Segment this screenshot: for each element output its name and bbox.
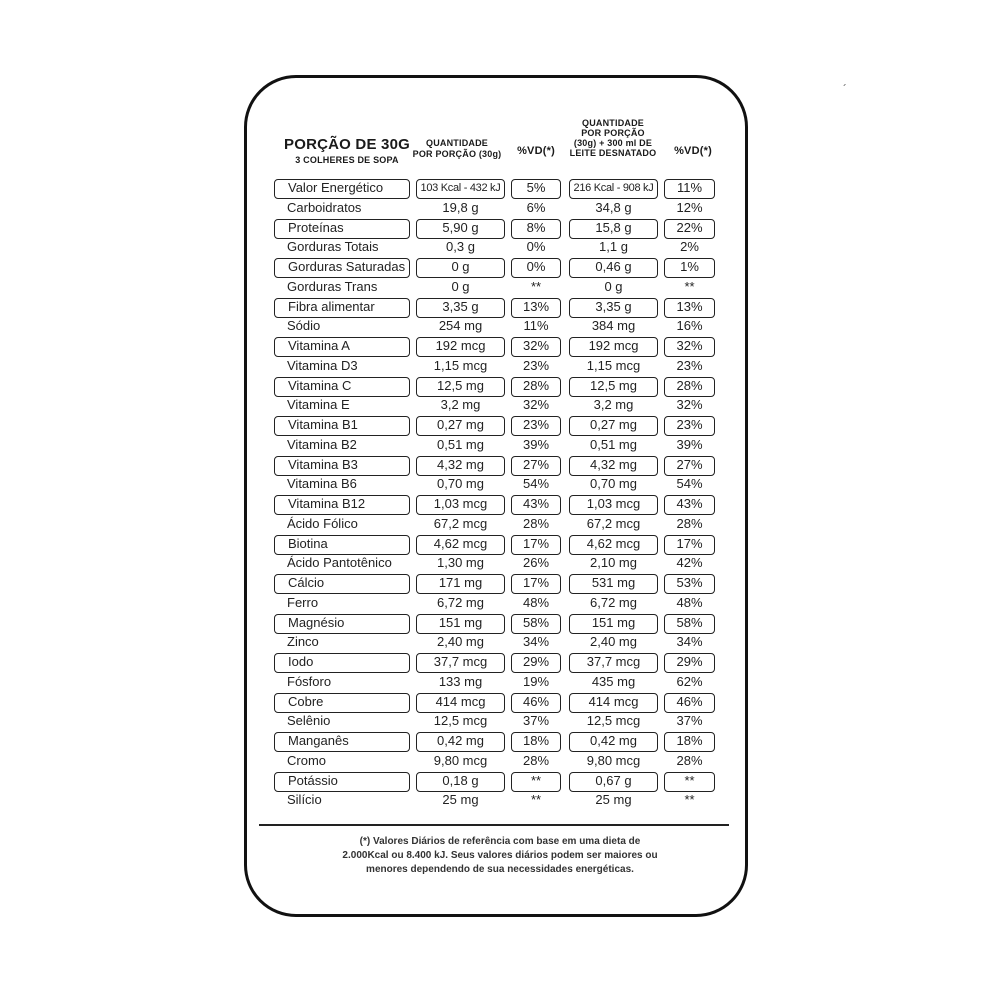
vd-percent-with-milk: 2%: [680, 239, 699, 255]
vd-percent-with-milk: 28%: [676, 752, 703, 768]
vd-percent-with-milk: 58%: [664, 614, 715, 634]
qty-per-portion: 0,27 mg: [416, 416, 505, 436]
qty-with-milk: 15,8 g: [569, 219, 658, 239]
table-row: [0, 199, 1000, 219]
qty-per-portion: 0,3 g: [446, 239, 475, 255]
vd-percent-with-milk: **: [664, 772, 715, 792]
vd-percent: 17%: [511, 574, 561, 594]
nutrient-name: Biotina: [274, 535, 410, 555]
qty-with-milk: 435 mg: [591, 673, 636, 689]
qty-with-milk: 34,8 g: [595, 199, 632, 215]
qty-per-portion: 25 mg: [442, 792, 479, 808]
qty-with-milk: 384 mg: [591, 318, 636, 334]
vd-percent: 23%: [522, 357, 550, 373]
vd-percent-with-milk: 32%: [676, 397, 703, 413]
nutrient-name: Potássio: [274, 772, 410, 792]
vd-percent: 28%: [522, 752, 550, 768]
vd-percent: 0%: [511, 258, 561, 278]
table-row: [0, 752, 1000, 772]
table-row: [0, 357, 1000, 377]
nutrient-name: Proteínas: [274, 219, 410, 239]
nutrient-name: Vitamina D3: [287, 357, 358, 373]
vd-percent-with-milk: 13%: [664, 298, 715, 318]
vd-header-2: %VD(*): [674, 145, 712, 157]
vd-percent-with-milk: 27%: [664, 456, 715, 476]
qty-with-milk: 414 mcg: [569, 693, 658, 713]
nutrient-name: Cálcio: [274, 574, 410, 594]
vd-percent: 8%: [511, 219, 561, 239]
corner-mark: ´: [843, 82, 847, 96]
vd-percent-with-milk: 42%: [676, 555, 703, 571]
table-row: [0, 278, 1000, 298]
qty-per-portion: 37,7 mcg: [416, 653, 505, 673]
qty-per-portion: 3,35 g: [416, 298, 505, 318]
qty-with-milk: 1,1 g: [599, 239, 628, 255]
qty-per-portion: 0,42 mg: [416, 732, 505, 752]
vd-percent: 19%: [522, 673, 550, 689]
nutrient-name: Gorduras Trans: [287, 278, 378, 294]
qty-with-milk: 0,67 g: [569, 772, 658, 792]
vd-percent: 32%: [522, 397, 550, 413]
table-row: [0, 732, 1000, 752]
vd-percent: **: [530, 792, 542, 808]
qty-per-portion: 2,40 mg: [437, 634, 484, 650]
qty-with-milk: 67,2 mcg: [586, 515, 641, 531]
vd-percent-with-milk: 11%: [664, 179, 715, 199]
vd-percent-with-milk: 16%: [676, 318, 703, 334]
table-row: [0, 653, 1000, 673]
vd-percent: 39%: [522, 436, 550, 452]
qty-per-portion: 414 mcg: [416, 693, 505, 713]
nutrient-name: Vitamina E: [287, 397, 350, 413]
table-row: [0, 436, 1000, 456]
qty-per-portion: 1,03 mcg: [416, 495, 505, 515]
vd-percent: 28%: [511, 377, 561, 397]
vd-percent-with-milk: 17%: [664, 535, 715, 555]
nutrient-name: Valor Energético: [274, 179, 410, 199]
vd-percent: 29%: [511, 653, 561, 673]
footnote-divider: [259, 824, 729, 826]
qty-with-milk: 4,62 mcg: [569, 535, 658, 555]
qty-per-portion: 1,30 mg: [437, 555, 484, 571]
qty-with-milk: 4,32 mg: [569, 456, 658, 476]
qty-per-portion: 0 g: [451, 278, 470, 294]
table-row: [0, 554, 1000, 574]
vd-percent: 48%: [522, 594, 550, 610]
qty-per-portion: 0,70 mg: [437, 476, 484, 492]
table-row: [0, 712, 1000, 732]
table-row: [0, 673, 1000, 693]
table-row: [0, 791, 1000, 811]
vd-percent-with-milk: 28%: [676, 515, 703, 531]
table-row: [0, 633, 1000, 653]
nutrient-name: Vitamina B6: [287, 476, 357, 492]
vd-percent: 46%: [511, 693, 561, 713]
qty-with-milk: 1,15 mcg: [586, 357, 641, 373]
qty-with-milk: 9,80 mcg: [586, 752, 641, 768]
qty-per-portion: 103 Kcal - 432 kJ: [416, 179, 505, 199]
nutrient-name: Manganês: [274, 732, 410, 752]
qty-per-portion: 6,72 mg: [437, 594, 484, 610]
nutrient-name: Iodo: [274, 653, 410, 673]
qty-per-portion: 12,5 mcg: [433, 713, 488, 729]
table-row: [0, 377, 1000, 397]
qty-per-portion-header: [412, 138, 502, 160]
vd-percent-with-milk: 34%: [676, 634, 703, 650]
nutrient-name: Vitamina A: [274, 337, 410, 357]
vd-percent-with-milk: 23%: [664, 416, 715, 436]
portion-title: PORÇÃO DE 30G: [284, 136, 410, 153]
qty-per-portion: 67,2 mcg: [433, 515, 488, 531]
qty-with-milk: 3,35 g: [569, 298, 658, 318]
table-row: [0, 179, 1000, 199]
vd-percent: 17%: [511, 535, 561, 555]
qty-with-milk: 0 g: [604, 278, 623, 294]
qty-with-milk: 531 mg: [569, 574, 658, 594]
portion-subtitle: 3 COLHERES DE SOPA: [295, 155, 399, 165]
vd-percent-with-milk: **: [684, 792, 695, 808]
qty-with-milk: 0,51 mg: [590, 436, 637, 452]
qty-with-milk: 1,03 mcg: [569, 495, 658, 515]
table-row: [0, 693, 1000, 713]
table-row: [0, 614, 1000, 634]
vd-percent: 0%: [526, 239, 546, 255]
qty-with-milk: 0,46 g: [569, 258, 658, 278]
qty-per-portion: 4,32 mg: [416, 456, 505, 476]
vd-percent-with-milk: **: [684, 278, 695, 294]
vd-percent-with-milk: 39%: [676, 436, 703, 452]
qty-with-milk: 25 mg: [595, 792, 632, 808]
table-row: [0, 396, 1000, 416]
qty-with-milk: 12,5 mcg: [586, 713, 641, 729]
qty-per-portion: 171 mg: [416, 574, 505, 594]
table-row: [0, 456, 1000, 476]
qty-per-portion: 9,80 mcg: [433, 752, 488, 768]
nutrient-name: Selênio: [287, 713, 331, 729]
vd-percent: 27%: [511, 456, 561, 476]
vd-percent-with-milk: 1%: [664, 258, 715, 278]
vd-percent-with-milk: 28%: [664, 377, 715, 397]
nutrient-name: Vitamina B1: [274, 416, 410, 436]
vd-percent: 43%: [511, 495, 561, 515]
table-row: [0, 594, 1000, 614]
qty-with-milk-header: [565, 118, 661, 158]
nutrient-name: Sódio: [287, 318, 321, 334]
qty-with-milk: 192 mcg: [569, 337, 658, 357]
vd-percent: 23%: [511, 416, 561, 436]
vd-percent-with-milk: 32%: [664, 337, 715, 357]
nutrient-name: Vitamina B12: [274, 495, 410, 515]
table-row: [0, 238, 1000, 258]
vd-percent: 37%: [522, 713, 550, 729]
nutrient-name: Ácido Pantotênico: [287, 555, 392, 571]
nutrient-name: Fibra alimentar: [274, 298, 410, 318]
qty-per-portion: 151 mg: [416, 614, 505, 634]
nutrient-name: Vitamina B3: [274, 456, 410, 476]
qty-per-portion: 12,5 mg: [416, 377, 505, 397]
vd-percent: 5%: [511, 179, 561, 199]
footnote-line: (*) Valores Diários de referência com base em uma dieta de: [359, 836, 641, 847]
qty2-header-line: QUANTIDADE: [582, 118, 644, 128]
qty-per-portion: 1,15 mcg: [433, 357, 488, 373]
qty-per-portion: 0,18 g: [416, 772, 505, 792]
vd-header-1: %VD(*): [517, 145, 555, 157]
nutrient-name: Zinco: [287, 634, 319, 650]
vd-percent: **: [530, 278, 542, 294]
qty-per-portion: 0 g: [416, 258, 505, 278]
qty-with-milk: 151 mg: [569, 614, 658, 634]
table-row: [0, 772, 1000, 792]
table-row: [0, 535, 1000, 555]
qty-per-portion: 133 mg: [438, 673, 483, 689]
nutrient-name: Gorduras Saturadas: [274, 258, 410, 278]
nutrient-name: Cromo: [287, 752, 327, 768]
nutrient-name: Vitamina B2: [287, 436, 357, 452]
table-row: [0, 416, 1000, 436]
vd-percent-with-milk: 22%: [664, 219, 715, 239]
vd-percent: 32%: [511, 337, 561, 357]
qty-with-milk: 12,5 mg: [569, 377, 658, 397]
qty-with-milk: 37,7 mcg: [569, 653, 658, 673]
table-row: [0, 475, 1000, 495]
vd-percent: 54%: [522, 476, 550, 492]
nutrient-name: Ácido Fólico: [287, 515, 358, 531]
vd-percent-with-milk: 18%: [664, 732, 715, 752]
vd-percent: 26%: [522, 555, 550, 571]
qty-header-line: POR PORÇÃO (30g): [412, 149, 502, 159]
qty-with-milk: 3,2 mg: [593, 397, 634, 413]
vd-percent-with-milk: 53%: [664, 574, 715, 594]
qty-per-portion: 192 mcg: [416, 337, 505, 357]
table-row: [0, 258, 1000, 278]
nutrient-name: Carboidratos: [287, 199, 362, 215]
table-row: [0, 574, 1000, 594]
nutrient-name: Gorduras Totais: [287, 239, 379, 255]
vd-percent-with-milk: 23%: [676, 357, 703, 373]
vd-percent-with-milk: 43%: [664, 495, 715, 515]
qty2-header-line: POR PORÇÃO: [581, 128, 645, 138]
vd-percent-with-milk: 48%: [676, 594, 703, 610]
nutrient-name: Vitamina C: [274, 377, 410, 397]
qty-with-milk: 0,70 mg: [590, 476, 637, 492]
table-row: [0, 317, 1000, 337]
qty-per-portion: 5,90 g: [416, 219, 505, 239]
footnote-line: menores dependendo de sua necessidades energéticas.: [366, 864, 634, 875]
vd-percent: **: [511, 772, 561, 792]
footnote: [310, 835, 690, 877]
qty-header-line: QUANTIDADE: [426, 138, 488, 148]
vd-percent: 13%: [511, 298, 561, 318]
qty-with-milk: 6,72 mg: [590, 594, 637, 610]
nutrient-name: Cobre: [274, 693, 410, 713]
vd-percent-with-milk: 54%: [676, 476, 703, 492]
qty-per-portion: 19,8 g: [442, 199, 479, 215]
qty-per-portion: 254 mg: [438, 318, 483, 334]
nutrient-name: Magnésio: [274, 614, 410, 634]
qty-with-milk: 0,42 mg: [569, 732, 658, 752]
table-row: [0, 219, 1000, 239]
vd-percent: 28%: [522, 515, 550, 531]
qty-with-milk: 0,27 mg: [569, 416, 658, 436]
footnote-line: 2.000Kcal ou 8.400 kJ. Seus valores diários podem ser maiores ou: [342, 850, 658, 861]
vd-percent-with-milk: 29%: [664, 653, 715, 673]
vd-percent: 58%: [511, 614, 561, 634]
qty-per-portion: 3,2 mg: [440, 397, 481, 413]
vd-percent-with-milk: 62%: [676, 673, 703, 689]
vd-percent: 11%: [523, 318, 549, 334]
qty-with-milk: 2,40 mg: [590, 634, 637, 650]
qty2-header-line: (30g) + 300 ml DE: [573, 138, 653, 148]
table-row: [0, 515, 1000, 535]
nutrient-name: Silício: [287, 792, 322, 808]
nutrient-name: Ferro: [287, 594, 319, 610]
vd-percent-with-milk: 37%: [676, 713, 703, 729]
qty2-header-line: LEITE DESNATADO: [569, 148, 657, 158]
nutrient-name: Fósforo: [287, 673, 332, 689]
qty-per-portion: 4,62 mcg: [416, 535, 505, 555]
vd-percent: 18%: [511, 732, 561, 752]
table-row: [0, 337, 1000, 357]
vd-percent: 34%: [522, 634, 550, 650]
qty-with-milk: 216 Kcal - 908 kJ: [569, 179, 658, 199]
vd-percent-with-milk: 46%: [664, 693, 715, 713]
qty-per-portion: 0,51 mg: [437, 436, 484, 452]
table-row: [0, 495, 1000, 515]
vd-percent-with-milk: 12%: [676, 199, 703, 215]
table-row: [0, 298, 1000, 318]
qty-with-milk: 2,10 mg: [590, 555, 637, 571]
vd-percent: 6%: [526, 199, 546, 215]
